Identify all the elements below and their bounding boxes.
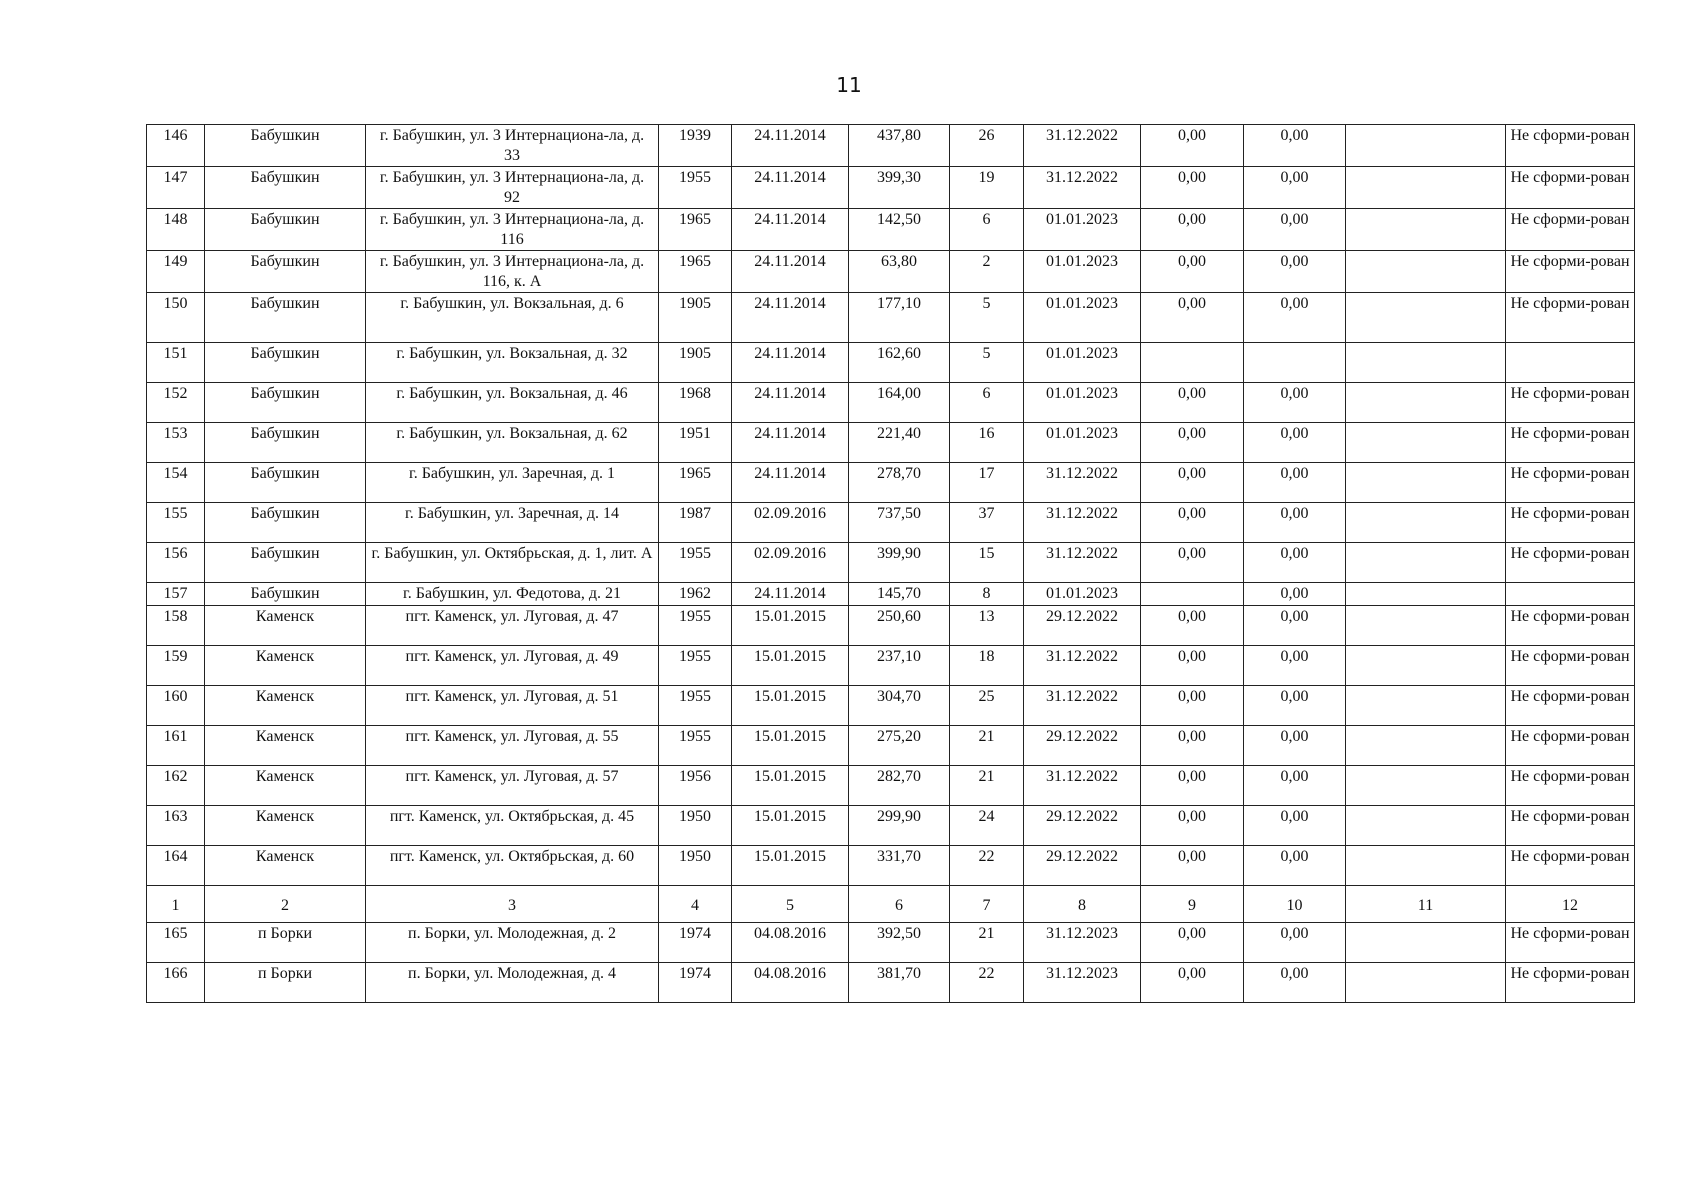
cell-area: 237,10 [849,646,950,686]
table-row [147,343,1635,383]
cell-row-number: 152 [147,383,205,423]
cell-value-9: 0,00 [1141,766,1244,806]
cell-date: 24.11.2014 [732,343,849,383]
cell-col-11 [1346,923,1506,963]
cell-value-9: 0,00 [1141,806,1244,846]
cell-deadline: 29.12.2022 [1024,726,1141,766]
cell-settlement: Каменск [205,726,366,766]
cell-deadline: 31.12.2022 [1024,503,1141,543]
page-number: 11 [836,73,862,97]
cell-year-built: 1955 [659,726,732,766]
cell-year-built: 1962 [659,583,732,606]
cell-area: 6 [849,886,950,923]
cell-area: 381,70 [849,963,950,1003]
cell-row-number: 166 [147,963,205,1003]
table-row [147,846,1635,886]
cell-settlement: Бабушкин [205,503,366,543]
cell-settlement: Каменск [205,606,366,646]
cell-residents: 2 [950,251,1024,293]
cell-col-11 [1346,343,1506,383]
cell-value-9: 0,00 [1141,686,1244,726]
cell-status: Не сформи-рован [1506,963,1635,1003]
cell-area: 142,50 [849,209,950,251]
cell-date: 24.11.2014 [732,423,849,463]
cell-value-10: 0,00 [1244,846,1346,886]
cell-residents: 21 [950,766,1024,806]
cell-address: пгт. Каменск, ул. Луговая, д. 49 [366,646,659,686]
cell-settlement: Каменск [205,806,366,846]
housing-table [146,124,1635,1003]
table-row [147,463,1635,503]
cell-address: г. Бабушкин, ул. Вокзальная, д. 46 [366,383,659,423]
cell-settlement: п Борки [205,963,366,1003]
cell-settlement: Бабушкин [205,543,366,583]
cell-row-number: 154 [147,463,205,503]
cell-year-built: 1955 [659,167,732,209]
table-row [147,806,1635,846]
cell-value-10: 0,00 [1244,726,1346,766]
cell-value-10: 0,00 [1244,806,1346,846]
cell-settlement: Бабушкин [205,583,366,606]
cell-date: 15.01.2015 [732,726,849,766]
cell-col-11 [1346,806,1506,846]
table-body [147,125,1635,1003]
cell-date: 15.01.2015 [732,606,849,646]
table-row [147,963,1635,1003]
cell-row-number: 153 [147,423,205,463]
table-row [147,583,1635,606]
table-row [147,383,1635,423]
cell-residents: 6 [950,209,1024,251]
cell-date: 24.11.2014 [732,293,849,343]
cell-value-10: 0,00 [1244,686,1346,726]
cell-area: 331,70 [849,846,950,886]
cell-col-11 [1346,167,1506,209]
cell-col-11 [1346,686,1506,726]
cell-residents: 21 [950,923,1024,963]
cell-year-built: 1955 [659,606,732,646]
cell-value-10: 0,00 [1244,606,1346,646]
cell-col-11 [1346,209,1506,251]
cell-col-11 [1346,646,1506,686]
cell-value-9: 0,00 [1141,543,1244,583]
cell-date: 24.11.2014 [732,463,849,503]
table-row [147,923,1635,963]
cell-deadline: 31.12.2022 [1024,646,1141,686]
cell-value-9: 0,00 [1141,125,1244,167]
cell-year-built: 1987 [659,503,732,543]
cell-residents: 17 [950,463,1024,503]
cell-residents: 26 [950,125,1024,167]
cell-value-9: 0,00 [1141,503,1244,543]
cell-year-built: 1965 [659,251,732,293]
cell-status [1506,583,1635,606]
cell-area: 278,70 [849,463,950,503]
cell-area: 250,60 [849,606,950,646]
cell-address: пгт. Каменск, ул. Октябрьская, д. 60 [366,846,659,886]
cell-deadline: 31.12.2022 [1024,686,1141,726]
cell-status: Не сформи-рован [1506,923,1635,963]
cell-value-10: 0,00 [1244,383,1346,423]
cell-date: 24.11.2014 [732,125,849,167]
cell-address: г. Бабушкин, ул. 3 Интернациона-ла, д. 33 [366,125,659,167]
table-row [147,543,1635,583]
cell-value-10: 0,00 [1244,463,1346,503]
cell-deadline: 31.12.2022 [1024,543,1141,583]
cell-address: 3 [366,886,659,923]
cell-value-9: 0,00 [1141,606,1244,646]
cell-value-10: 0,00 [1244,923,1346,963]
cell-row-number: 146 [147,125,205,167]
cell-value-10: 0,00 [1244,251,1346,293]
cell-status: Не сформи-рован [1506,251,1635,293]
cell-year-built: 1905 [659,293,732,343]
cell-date: 04.08.2016 [732,923,849,963]
table-row [147,167,1635,209]
cell-year-built: 1951 [659,423,732,463]
cell-address: г. Бабушкин, ул. Федотова, д. 21 [366,583,659,606]
cell-residents: 15 [950,543,1024,583]
cell-deadline: 31.12.2023 [1024,963,1141,1003]
table-row [147,646,1635,686]
cell-status: Не сформи-рован [1506,503,1635,543]
cell-year-built: 1956 [659,766,732,806]
cell-settlement: п Борки [205,923,366,963]
cell-date: 15.01.2015 [732,766,849,806]
cell-date: 02.09.2016 [732,543,849,583]
cell-row-number: 159 [147,646,205,686]
cell-col-11 [1346,251,1506,293]
column-number-row [147,886,1635,923]
cell-year-built: 1905 [659,343,732,383]
cell-deadline: 01.01.2023 [1024,343,1141,383]
cell-value-10 [1244,343,1346,383]
cell-status: Не сформи-рован [1506,686,1635,726]
cell-value-9: 0,00 [1141,646,1244,686]
cell-area: 304,70 [849,686,950,726]
table-row [147,209,1635,251]
cell-value-9 [1141,583,1244,606]
cell-col-11 [1346,423,1506,463]
cell-value-10: 0,00 [1244,646,1346,686]
cell-date: 15.01.2015 [732,686,849,726]
table-row [147,423,1635,463]
cell-deadline: 01.01.2023 [1024,251,1141,293]
cell-date: 24.11.2014 [732,209,849,251]
cell-row-number: 158 [147,606,205,646]
table-row [147,251,1635,293]
cell-status: Не сформи-рован [1506,423,1635,463]
cell-value-9: 9 [1141,886,1244,923]
cell-address: пгт. Каменск, ул. Луговая, д. 57 [366,766,659,806]
cell-row-number: 160 [147,686,205,726]
cell-date: 15.01.2015 [732,806,849,846]
table-row [147,503,1635,543]
cell-value-9: 0,00 [1141,726,1244,766]
cell-deadline: 29.12.2022 [1024,806,1141,846]
cell-row-number: 155 [147,503,205,543]
cell-residents: 6 [950,383,1024,423]
cell-deadline: 01.01.2023 [1024,209,1141,251]
cell-residents: 25 [950,686,1024,726]
cell-value-10: 10 [1244,886,1346,923]
cell-col-11 [1346,726,1506,766]
cell-value-9: 0,00 [1141,251,1244,293]
cell-deadline: 31.12.2022 [1024,766,1141,806]
cell-area: 282,70 [849,766,950,806]
cell-residents: 21 [950,726,1024,766]
cell-value-10: 0,00 [1244,167,1346,209]
cell-residents: 5 [950,343,1024,383]
table-row [147,125,1635,167]
cell-col-11 [1346,963,1506,1003]
cell-row-number: 151 [147,343,205,383]
cell-col-11 [1346,606,1506,646]
cell-residents: 16 [950,423,1024,463]
cell-status: Не сформи-рован [1506,806,1635,846]
cell-residents: 24 [950,806,1024,846]
cell-row-number: 165 [147,923,205,963]
cell-year-built: 1965 [659,463,732,503]
cell-deadline: 8 [1024,886,1141,923]
cell-col-11 [1346,846,1506,886]
cell-value-9: 0,00 [1141,923,1244,963]
cell-area: 399,90 [849,543,950,583]
cell-year-built: 1950 [659,846,732,886]
cell-settlement: Каменск [205,686,366,726]
cell-settlement: Бабушкин [205,251,366,293]
cell-col-11 [1346,503,1506,543]
cell-row-number: 161 [147,726,205,766]
cell-residents: 37 [950,503,1024,543]
cell-value-10: 0,00 [1244,293,1346,343]
cell-deadline: 31.12.2022 [1024,463,1141,503]
cell-deadline: 31.12.2022 [1024,125,1141,167]
cell-area: 737,50 [849,503,950,543]
cell-settlement: Бабушкин [205,463,366,503]
table-row [147,726,1635,766]
cell-year-built: 1968 [659,383,732,423]
cell-area: 63,80 [849,251,950,293]
cell-status: Не сформи-рован [1506,383,1635,423]
cell-residents: 22 [950,963,1024,1003]
cell-settlement: Бабушкин [205,293,366,343]
cell-row-number: 163 [147,806,205,846]
cell-settlement: Бабушкин [205,383,366,423]
cell-date: 15.01.2015 [732,646,849,686]
cell-value-10: 0,00 [1244,125,1346,167]
cell-value-9: 0,00 [1141,209,1244,251]
cell-settlement: Каменск [205,846,366,886]
cell-deadline: 01.01.2023 [1024,293,1141,343]
cell-status: Не сформи-рован [1506,543,1635,583]
cell-status: Не сформи-рован [1506,293,1635,343]
cell-col-11 [1346,293,1506,343]
cell-year-built: 1950 [659,806,732,846]
cell-address: пгт. Каменск, ул. Октябрьская, д. 45 [366,806,659,846]
cell-year-built: 1974 [659,923,732,963]
cell-deadline: 01.01.2023 [1024,423,1141,463]
cell-deadline: 29.12.2022 [1024,606,1141,646]
table-row [147,686,1635,726]
cell-status: Не сформи-рован [1506,463,1635,503]
cell-settlement: 2 [205,886,366,923]
cell-year-built: 1974 [659,963,732,1003]
cell-row-number: 162 [147,766,205,806]
cell-value-9 [1141,343,1244,383]
cell-area: 399,30 [849,167,950,209]
cell-residents: 22 [950,846,1024,886]
cell-area: 392,50 [849,923,950,963]
cell-row-number: 1 [147,886,205,923]
cell-year-built: 1955 [659,686,732,726]
cell-address: г. Бабушкин, ул. Вокзальная, д. 32 [366,343,659,383]
cell-address: пгт. Каменск, ул. Луговая, д. 55 [366,726,659,766]
cell-residents: 19 [950,167,1024,209]
cell-value-10: 0,00 [1244,543,1346,583]
cell-date: 24.11.2014 [732,583,849,606]
cell-year-built: 1955 [659,543,732,583]
cell-col-11 [1346,463,1506,503]
cell-area: 437,80 [849,125,950,167]
table-row [147,293,1635,343]
cell-residents: 13 [950,606,1024,646]
cell-value-9: 0,00 [1141,846,1244,886]
cell-area: 162,60 [849,343,950,383]
cell-settlement: Каменск [205,646,366,686]
cell-address: г. Бабушкин, ул. Вокзальная, д. 62 [366,423,659,463]
table-row [147,606,1635,646]
cell-area: 275,20 [849,726,950,766]
cell-value-9: 0,00 [1141,463,1244,503]
cell-date: 5 [732,886,849,923]
cell-address: г. Бабушкин, ул. Заречная, д. 1 [366,463,659,503]
cell-row-number: 157 [147,583,205,606]
cell-settlement: Бабушкин [205,125,366,167]
cell-status: Не сформи-рован [1506,606,1635,646]
cell-col-11 [1346,383,1506,423]
cell-value-10: 0,00 [1244,963,1346,1003]
cell-date: 24.11.2014 [732,251,849,293]
cell-area: 299,90 [849,806,950,846]
cell-col-11 [1346,583,1506,606]
cell-date: 04.08.2016 [732,963,849,1003]
cell-value-9: 0,00 [1141,963,1244,1003]
cell-area: 145,70 [849,583,950,606]
cell-status [1506,343,1635,383]
table-row [147,766,1635,806]
cell-residents: 5 [950,293,1024,343]
cell-year-built: 1965 [659,209,732,251]
cell-value-9: 0,00 [1141,293,1244,343]
cell-status: Не сформи-рован [1506,125,1635,167]
cell-address: пгт. Каменск, ул. Луговая, д. 47 [366,606,659,646]
cell-row-number: 164 [147,846,205,886]
cell-value-10: 0,00 [1244,766,1346,806]
cell-status: Не сформи-рован [1506,726,1635,766]
cell-value-10: 0,00 [1244,503,1346,543]
cell-row-number: 149 [147,251,205,293]
cell-address: г. Бабушкин, ул. 3 Интернациона-ла, д. 92 [366,167,659,209]
cell-date: 24.11.2014 [732,167,849,209]
cell-year-built: 1955 [659,646,732,686]
cell-date: 02.09.2016 [732,503,849,543]
cell-value-9: 0,00 [1141,167,1244,209]
cell-area: 177,10 [849,293,950,343]
cell-status: Не сформи-рован [1506,209,1635,251]
cell-status: Не сформи-рован [1506,846,1635,886]
cell-area: 164,00 [849,383,950,423]
cell-residents: 18 [950,646,1024,686]
cell-settlement: Бабушкин [205,167,366,209]
cell-value-10: 0,00 [1244,209,1346,251]
cell-status: 12 [1506,886,1635,923]
cell-deadline: 01.01.2023 [1024,583,1141,606]
cell-row-number: 147 [147,167,205,209]
cell-row-number: 156 [147,543,205,583]
cell-deadline: 31.12.2023 [1024,923,1141,963]
cell-year-built: 1939 [659,125,732,167]
cell-address: п. Борки, ул. Молодежная, д. 4 [366,963,659,1003]
cell-status: Не сформи-рован [1506,766,1635,806]
cell-year-built: 4 [659,886,732,923]
cell-date: 15.01.2015 [732,846,849,886]
cell-residents: 7 [950,886,1024,923]
cell-deadline: 01.01.2023 [1024,383,1141,423]
cell-value-9: 0,00 [1141,383,1244,423]
cell-address: пгт. Каменск, ул. Луговая, д. 51 [366,686,659,726]
cell-value-9: 0,00 [1141,423,1244,463]
cell-deadline: 31.12.2022 [1024,167,1141,209]
cell-address: г. Бабушкин, ул. Октябрьская, д. 1, лит. А [366,543,659,583]
cell-col-11 [1346,543,1506,583]
cell-status: Не сформи-рован [1506,167,1635,209]
cell-address: г. Бабушкин, ул. Вокзальная, д. 6 [366,293,659,343]
cell-address: п. Борки, ул. Молодежная, д. 2 [366,923,659,963]
cell-value-10: 0,00 [1244,583,1346,606]
cell-row-number: 150 [147,293,205,343]
cell-value-10: 0,00 [1244,423,1346,463]
cell-settlement: Бабушкин [205,209,366,251]
cell-address: г. Бабушкин, ул. Заречная, д. 14 [366,503,659,543]
cell-col-11 [1346,766,1506,806]
cell-settlement: Бабушкин [205,423,366,463]
cell-col-11: 11 [1346,886,1506,923]
cell-row-number: 148 [147,209,205,251]
cell-status: Не сформи-рован [1506,646,1635,686]
cell-deadline: 29.12.2022 [1024,846,1141,886]
cell-area: 221,40 [849,423,950,463]
cell-address: г. Бабушкин, ул. 3 Интернациона-ла, д. 116 [366,209,659,251]
cell-date: 24.11.2014 [732,383,849,423]
cell-col-11 [1346,125,1506,167]
cell-residents: 8 [950,583,1024,606]
cell-settlement: Бабушкин [205,343,366,383]
cell-settlement: Каменск [205,766,366,806]
cell-address: г. Бабушкин, ул. 3 Интернациона-ла, д. 116, к. А [366,251,659,293]
